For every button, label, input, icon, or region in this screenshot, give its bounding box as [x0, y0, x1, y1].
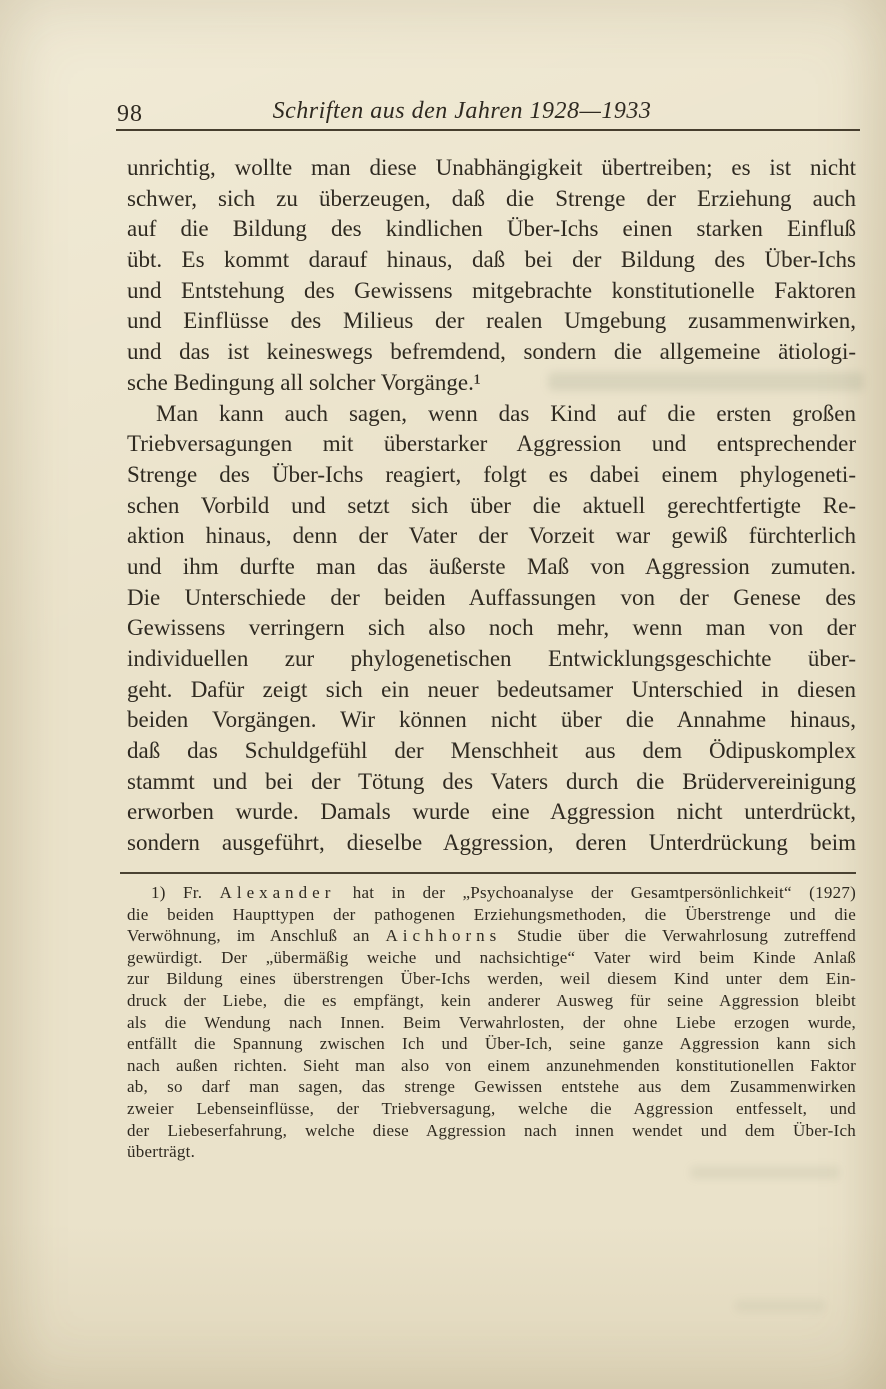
- ink-bleed-through-artifact: [690, 1166, 840, 1179]
- body-text-line: beiden Vorgängen. Wir können nicht über die Annahme hinaus,: [127, 707, 856, 733]
- body-text-line: schen Vorbild und setzt sich über die aktuell gerechtfertigte Re-: [127, 492, 856, 518]
- body-text-line: auf die Bildung des kindlichen Über-Ichs einen starken Einfluß: [127, 216, 856, 242]
- body-text-line: sondern ausgeführt, dieselbe Aggression, deren Unterdrückung beim: [127, 830, 856, 856]
- body-text-line: Triebversagungen mit überstarker Aggression und entsprechender: [127, 431, 856, 457]
- footnote-line: 1) Fr. Alexander hat in der „Psychoanalyse der Gesamtpersönlichkeit“ (1927): [151, 883, 856, 902]
- body-text-line: Die Unterschiede der beiden Auffassungen von der Genese des: [127, 584, 856, 610]
- body-text-line: individuellen zur phylogenetischen Entwicklungsgeschichte über-: [127, 646, 856, 671]
- body-text-line: und das ist keineswegs befremdend, sondern die allgemeine ätiologi-: [127, 339, 856, 365]
- body-text-line: Man kann auch sagen, wenn das Kind auf die ersten großen: [156, 400, 856, 426]
- body-text-line: stammt und bei der Tötung des Vaters durch die Brüdervereinigung: [127, 768, 856, 794]
- running-title: Schriften aus den Jahren 1928—1933: [272, 98, 652, 124]
- footnote-line: gewürdigt. Der „übermäßig weiche und nachsichtige“ Vater wird beim Kinde Anlaß: [127, 947, 856, 967]
- body-text-line: daß das Schuldgefühl der Menschheit aus dem Ödipuskomplex: [127, 738, 856, 764]
- footnote-line: druck der Liebe, die es empfängt, kein anderer Ausweg für seine Aggression bleibt: [127, 990, 856, 1010]
- body-text-line: sche Bedingung all solcher Vorgänge.¹: [127, 369, 481, 395]
- body-text-line: schwer, sich zu überzeugen, daß die Strenge der Erziehung auch: [127, 185, 856, 211]
- footnote-line: entfällt die Spannung zwischen Ich und Über-Ich, seine ganze Aggression kann sich: [127, 1034, 856, 1054]
- body-text-line: geht. Dafür zeigt sich ein neuer bedeutsamer Unterschied in diesen: [127, 676, 856, 702]
- body-text-line: unrichtig, wollte man diese Unabhängigkeit übertreiben; es ist nicht: [127, 155, 856, 180]
- footnote-line: ab, so darf man sagen, das strenge Gewissen entstehe aus dem Zusammenwirken: [127, 1077, 856, 1097]
- footnote-line: die beiden Haupttypen der pathogenen Erziehungsmethoden, die Überstrenge und die: [127, 904, 856, 924]
- body-text-line: Strenge des Über-Ichs reagiert, folgt es dabei einem phylogeneti-: [127, 461, 856, 487]
- footnote-line: als die Wendung nach Innen. Beim Verwahrlosten, der ohne Liebe erzogen wurde,: [127, 1012, 856, 1032]
- body-text-line: Gewissens verringern sich also noch mehr, wenn man von der: [127, 615, 856, 641]
- body-text: [127, 153, 856, 859]
- ink-bleed-through-artifact: [735, 1300, 825, 1312]
- footnote-line: zweier Lebenseinflüsse, der Triebversagung, welche die Aggression entfesselt, und: [127, 1098, 856, 1118]
- footnote-line: Verwöhnung, im Anschluß an Aichhorns Studie über die Verwahrlosung zutreffend: [127, 926, 856, 946]
- body-text-line: aktion hinaus, denn der Vater der Vorzeit war gewiß fürchterlich: [127, 523, 856, 549]
- body-text-line: und Entstehung des Gewissens mitgebrachte konstitutionelle Faktoren: [127, 277, 856, 303]
- footnote-text: [127, 882, 856, 1163]
- body-text-line: und Einflüsse des Milieus der realen Umgebung zusammenwirken,: [127, 308, 856, 334]
- page-number: 98: [117, 101, 143, 127]
- footnote-line: zur Bildung eines überstrengen Über-Ichs werden, weil diesem Kind unter dem Ein-: [127, 969, 856, 989]
- body-text-line: übt. Es kommt darauf hinaus, daß bei der Bildung des Über-Ichs: [127, 247, 856, 273]
- body-text-line: und ihm durfte man das äußerste Maß von Aggression zumuten.: [127, 553, 856, 579]
- footnote-rule: [120, 872, 856, 874]
- body-text-line: erworben wurde. Damals wurde eine Aggression nicht unterdrückt,: [127, 799, 856, 825]
- footnote-line: nach außen richten. Sieht man also von einem anzunehmenden konstitutionellen Faktor: [127, 1055, 856, 1075]
- footnote-line: überträgt.: [127, 1142, 196, 1162]
- footnote-line: der Liebeserfahrung, welche diese Aggression nach innen wendet und dem Über-Ich: [127, 1120, 856, 1140]
- header-rule: [116, 129, 860, 131]
